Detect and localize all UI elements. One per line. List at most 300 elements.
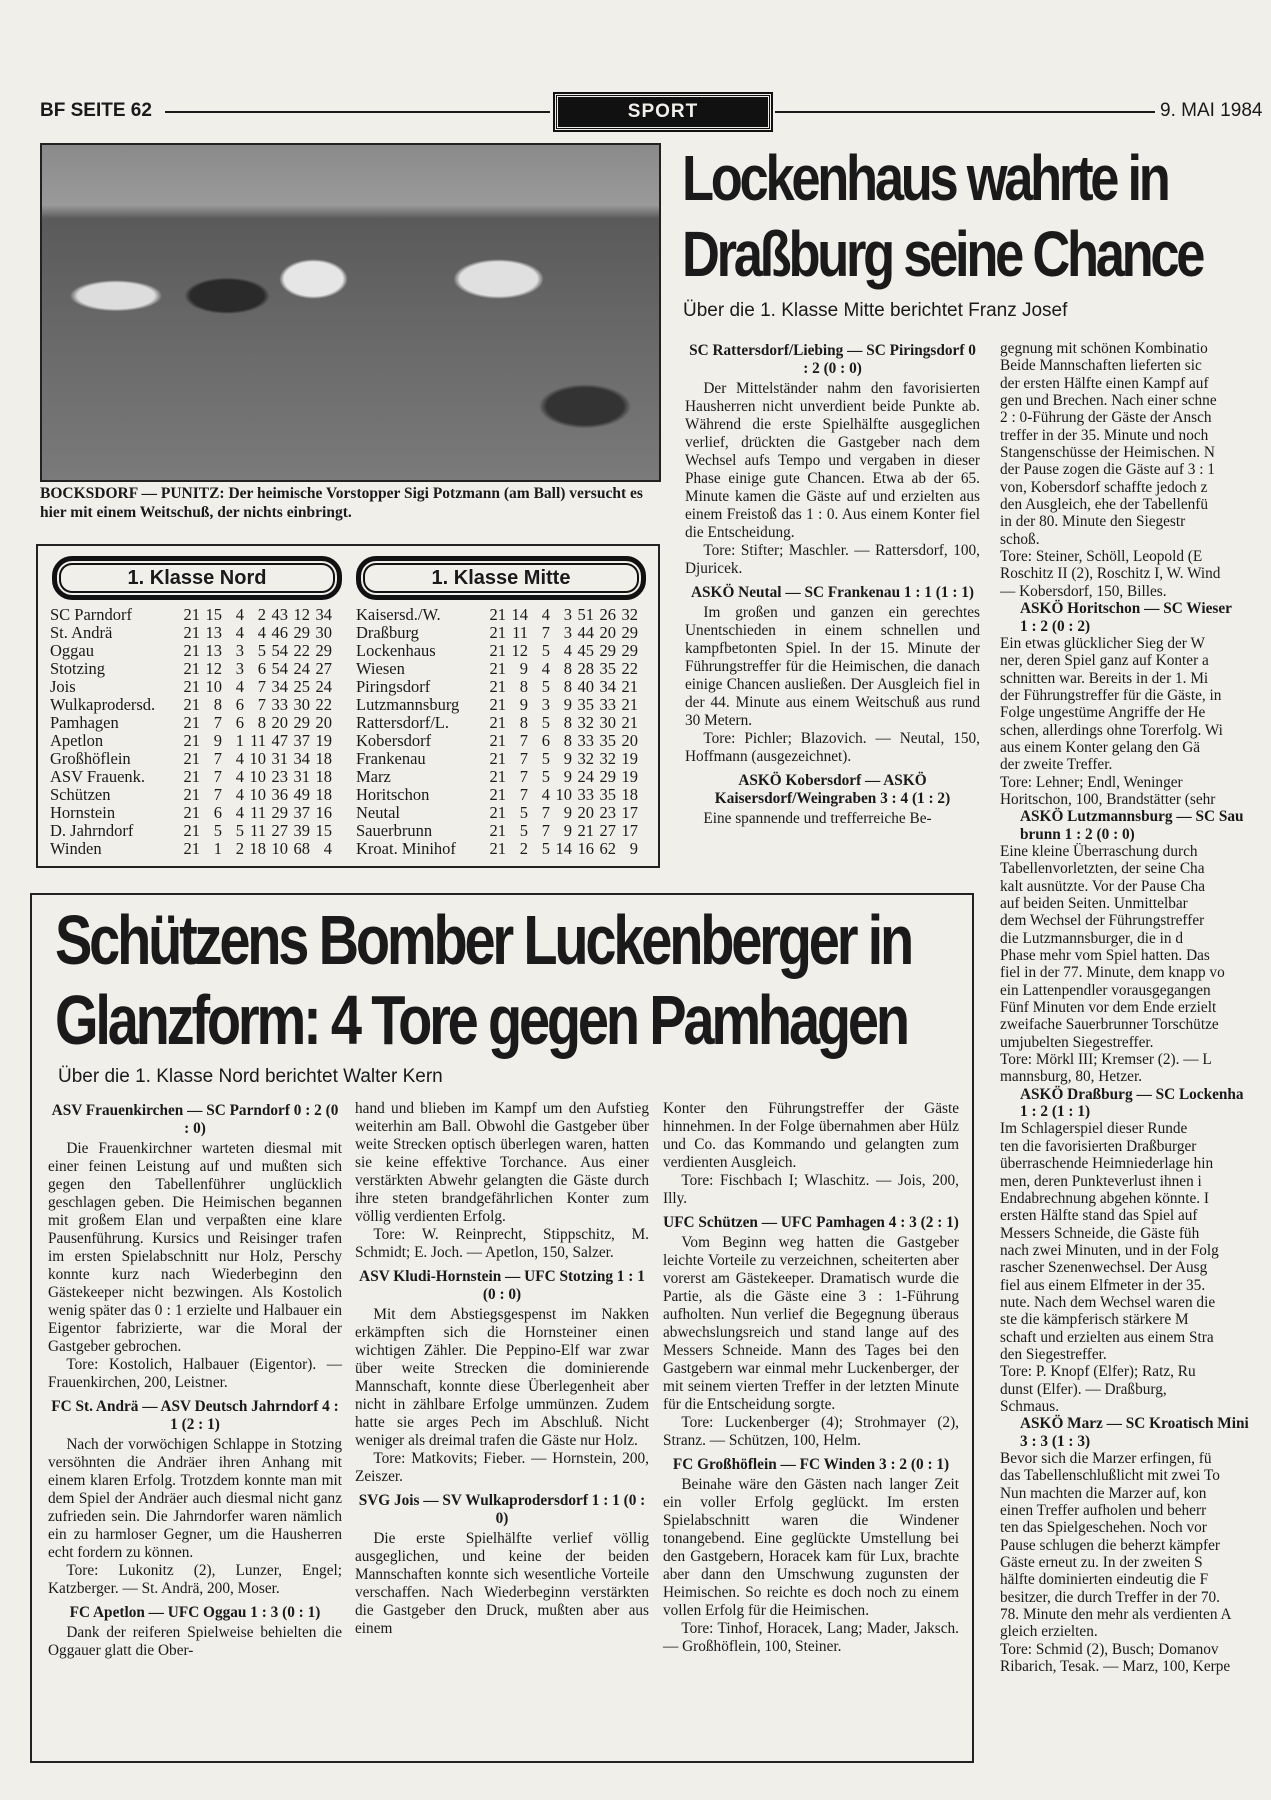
stat-cell: 20 bbox=[599, 623, 616, 642]
stat-cell: 18 bbox=[315, 785, 332, 804]
table-row bbox=[356, 786, 638, 804]
table-row bbox=[356, 714, 638, 732]
header-rule bbox=[165, 111, 550, 113]
stat-cell: 5 bbox=[541, 677, 550, 696]
stat-cell: 21 bbox=[183, 713, 200, 732]
stat-cell: 7 bbox=[257, 677, 266, 696]
article-column-clipped bbox=[1000, 340, 1271, 1675]
table-row bbox=[50, 660, 332, 678]
table-row bbox=[50, 714, 332, 732]
article-column bbox=[355, 1100, 649, 1638]
text-line: Phase mehr vom Spiel hatten. Das bbox=[1000, 947, 1210, 965]
byline-mitte: Über die 1. Klasse Mitte berichtet Franz Josef bbox=[683, 300, 1068, 321]
paragraph: Der Mittelständer nahm den favorisierten Hausherren nicht unverdient beide Punkte ab. Während die erste Spielhälfte ausgeglichen verlief, drückten die Gastgeber nach dem Wechsel aufs Tempo und vergaben in dieser Phase einige gute Chancen. Etwa ab der 65. Minute kamen die Gäste auf und erzielten aus einem Freistoß das 1 : 0. Aus einem Konter fiel die Entscheidung. bbox=[685, 380, 980, 541]
text-line: schen, allerdings ohne Torerfolg. Wi bbox=[1000, 721, 1223, 739]
stat-cell: 47 bbox=[271, 731, 288, 750]
match-heading: ASKÖ Kobersdorf — ASKÖ Kaisersdorf/Weingraben 3 : 4 (1 : 2) bbox=[714, 772, 951, 807]
stat-cell: 24 bbox=[577, 767, 594, 786]
stat-cell: 32 bbox=[599, 749, 616, 768]
text-line: der Führungstreffer für die Gäste, in bbox=[1000, 686, 1222, 704]
team-name: ASV Frauenk. bbox=[50, 767, 146, 786]
text-line: ner, deren Spiel ganz auf Konter a bbox=[1000, 652, 1209, 670]
stat-cell: 3 bbox=[235, 659, 244, 678]
stat-cell: 21 bbox=[621, 695, 638, 714]
stat-cell: 15 bbox=[205, 605, 222, 624]
stat-cell: 62 bbox=[599, 839, 616, 858]
table-row bbox=[356, 840, 638, 858]
stat-cell: 21 bbox=[489, 749, 506, 768]
stat-cell: 11 bbox=[250, 821, 266, 840]
stat-cell: 18 bbox=[249, 839, 266, 858]
stat-cell: 21 bbox=[489, 731, 506, 750]
stat-cell: 33 bbox=[599, 695, 616, 714]
text-line: die Lutzmannsburger, die in d bbox=[1000, 929, 1184, 947]
match-heading: ASKÖ Horitschon — SC Wieser bbox=[1020, 600, 1232, 618]
stat-cell: 21 bbox=[183, 695, 200, 714]
team-name: Wulkaprodersd. bbox=[50, 695, 156, 714]
team-name: Oggau bbox=[50, 641, 94, 660]
article-column bbox=[663, 1100, 959, 1656]
page-number: BF SEITE 62 bbox=[40, 100, 152, 121]
stat-cell: 5 bbox=[541, 749, 550, 768]
text-line: Tore: Lehner; Endl, Weninger bbox=[1000, 773, 1183, 791]
text-line: Eine kleine Überraschung durch bbox=[1000, 842, 1198, 860]
stat-cell: 9 bbox=[563, 821, 572, 840]
team-name: Hornstein bbox=[50, 803, 116, 822]
stat-cell: 4 bbox=[563, 641, 572, 660]
article-column bbox=[685, 336, 980, 828]
table-row bbox=[356, 822, 638, 840]
stat-cell: 21 bbox=[489, 839, 506, 858]
team-name: Marz bbox=[356, 767, 391, 786]
text-line: aus einem Konter gelang den Gä bbox=[1000, 738, 1201, 756]
stat-cell: 3 bbox=[235, 641, 244, 660]
stat-cell: 4 bbox=[235, 767, 244, 786]
paragraph: Dank der reiferen Spielweise behielten die Oggauer glatt die Ober- bbox=[48, 1624, 342, 1659]
stat-cell: 11 bbox=[512, 623, 528, 642]
headline-mitte bbox=[682, 140, 1203, 292]
text-line: Beide Mannschaften lieferten sic bbox=[1000, 357, 1202, 375]
stat-cell: 4 bbox=[235, 749, 244, 768]
paragraph: Nach der vorwöchigen Schlappe in Stotzing versöhnten die Andräer ihren Anhang mit einem klaren Erfolg. Trotzdem konnte man mit dem Spiel der Andräer auch diesmal nicht ganz zufrieden sein. Die Jahrndorfer waren nämlich ein zu harmloser Gegner, um die Hausherren echt fordern zu können. bbox=[48, 1436, 342, 1561]
stat-cell: 5 bbox=[213, 821, 222, 840]
stat-cell: 21 bbox=[183, 641, 200, 660]
stat-cell: 19 bbox=[621, 767, 638, 786]
photo-caption: BOCKSDORF — PUNITZ: Der heimische Vorstopper Sigi Potzmann (am Ball) versucht es hier mit einem Weitschuß, der nichts einbringt. bbox=[40, 485, 643, 521]
stat-cell: 5 bbox=[541, 839, 550, 858]
stat-cell: 4 bbox=[235, 677, 244, 696]
table-row bbox=[356, 732, 638, 750]
text-line: ten die favorisierten Draßburger bbox=[1000, 1137, 1197, 1155]
stat-cell: 23 bbox=[271, 767, 288, 786]
stat-cell: 7 bbox=[213, 785, 222, 804]
stat-cell: 16 bbox=[577, 839, 594, 858]
stat-cell: 18 bbox=[315, 749, 332, 768]
stat-cell: 21 bbox=[183, 731, 200, 750]
stat-cell: 32 bbox=[577, 713, 594, 732]
paragraph: Mit dem Abstiegsgespenst im Nakken erkämpften sich die Hornsteiner einen wichtigen Zähler. Die Peppino-Elf war zwar über weite Strecken die dominierende Mannschaft, konnte diese Überlegenheit aber nicht in zählbare Erfolge ummünzen. Zudem hatte sie arges Pech im Abschluß. Nicht weniger als dreimal trafen die Gäste nur Holz. bbox=[355, 1306, 649, 1449]
stat-cell: 17 bbox=[621, 803, 638, 822]
text-line: schoß. bbox=[1000, 530, 1040, 548]
text-line: mannsburg, 80, Hetzer. bbox=[1000, 1068, 1143, 1086]
stat-cell: 21 bbox=[621, 713, 638, 732]
stat-cell: 8 bbox=[257, 713, 266, 732]
table-row bbox=[50, 750, 332, 768]
text-line: Endabrechnung abgehen könnte. I bbox=[1000, 1189, 1209, 1207]
stat-cell: 6 bbox=[257, 659, 266, 678]
stat-cell: 19 bbox=[621, 749, 638, 768]
text-line: fiel aus einem Elfmeter in der 35. bbox=[1000, 1276, 1206, 1294]
stat-cell: 20 bbox=[577, 803, 594, 822]
text-line: Fünf Minuten vor dem Ende erzielt bbox=[1000, 999, 1217, 1017]
stat-cell: 21 bbox=[489, 605, 506, 624]
stat-cell: 1 bbox=[213, 839, 222, 858]
text-line: einen Treffer aufholen und beherr bbox=[1000, 1502, 1207, 1520]
stat-cell: 29 bbox=[621, 623, 638, 642]
table-row bbox=[50, 606, 332, 624]
match-heading: 1 : 2 (1 : 1) bbox=[1020, 1103, 1091, 1121]
stat-cell: 68 bbox=[293, 839, 310, 858]
team-name: Rattersdorf/L. bbox=[356, 713, 450, 732]
stat-cell: 4 bbox=[541, 785, 550, 804]
table-row bbox=[356, 768, 638, 786]
stat-cell: 4 bbox=[235, 605, 244, 624]
stat-cell: 21 bbox=[183, 803, 200, 822]
stat-cell: 19 bbox=[315, 731, 332, 750]
table-title-mitte: 1. Klasse Mitte bbox=[356, 556, 646, 600]
table-row bbox=[50, 786, 332, 804]
table-row bbox=[50, 624, 332, 642]
stat-cell: 20 bbox=[315, 713, 332, 732]
match-heading: ASV Kludi-Hornstein — UFC Stotzing 1 : 1 (0 : 0) bbox=[359, 1268, 645, 1303]
stat-cell: 21 bbox=[577, 821, 594, 840]
text-line: gleich erzielten. bbox=[1000, 1623, 1098, 1641]
text-line: Ribarich, Tesak. — Marz, 100, Kerpe bbox=[1000, 1658, 1231, 1676]
stat-cell: 5 bbox=[541, 767, 550, 786]
headline-nord bbox=[55, 900, 912, 1060]
stat-cell: 43 bbox=[271, 605, 288, 624]
stat-cell: 9 bbox=[213, 731, 222, 750]
stat-cell: 10 bbox=[205, 677, 222, 696]
text-line: 2 : 0-Führung der Gäste der Ansch bbox=[1000, 409, 1212, 427]
table-row bbox=[50, 642, 332, 660]
stat-cell: 21 bbox=[489, 713, 506, 732]
stat-cell: 7 bbox=[519, 749, 528, 768]
table-row bbox=[356, 660, 638, 678]
stat-cell: 21 bbox=[489, 785, 506, 804]
text-line: Horitschon, 100, Brandstätter (sehr bbox=[1000, 790, 1216, 808]
stat-cell: 10 bbox=[555, 785, 572, 804]
team-name: Sauerbrunn bbox=[356, 821, 433, 840]
match-heading: FC Apetlon — UFC Oggau 1 : 3 (0 : 1) bbox=[69, 1604, 321, 1621]
stat-cell: 35 bbox=[599, 785, 616, 804]
match-heading: UFC Schützen — UFC Pamhagen 4 : 3 (2 : 1) bbox=[663, 1214, 959, 1231]
stat-cell: 4 bbox=[235, 803, 244, 822]
match-heading: ASKÖ Lutzmannsburg — SC Sau bbox=[1020, 808, 1244, 826]
stat-cell: 22 bbox=[315, 695, 332, 714]
stat-cell: 11 bbox=[250, 731, 266, 750]
text-line: schnitten war. Bereits in der 1. Mi bbox=[1000, 669, 1209, 687]
text-line: in der 80. Minute den Siegestr bbox=[1000, 513, 1186, 531]
stat-cell: 28 bbox=[577, 659, 594, 678]
headline-line: Glanzform: 4 Tore gegen Pamhagen bbox=[55, 981, 907, 1059]
team-name: St. Andrä bbox=[50, 623, 113, 642]
text-line: Pause schlugen die beherzt kämpfer bbox=[1000, 1536, 1221, 1554]
stat-cell: 21 bbox=[489, 641, 506, 660]
text-line: 78. Minute den mehr als verdienten A bbox=[1000, 1606, 1232, 1624]
stat-cell: 21 bbox=[183, 767, 200, 786]
text-line: Tore: Steiner, Schöll, Leopold (E bbox=[1000, 548, 1203, 566]
stat-cell: 7 bbox=[213, 767, 222, 786]
paragraph: Im großen und ganzen ein gerechtes Unentschieden in einem schnellen und kampfbetonten Spiel. In der 15. Minute der Führungstreffer für die Heimischen, die danach einige Chancen ausließen. Der Ausgleich fiel in der 44. Minute aus einem Weitschuß aus rund 30 Metern. bbox=[685, 604, 980, 729]
stat-cell: 36 bbox=[271, 785, 288, 804]
team-name: Piringsdorf bbox=[356, 677, 431, 696]
text-line: von, Kobersdorf schaffte jedoch z bbox=[1000, 478, 1208, 496]
stat-cell: 6 bbox=[541, 731, 550, 750]
text-line: Schmaus. bbox=[1000, 1397, 1060, 1415]
stat-cell: 8 bbox=[563, 713, 572, 732]
stat-cell: 4 bbox=[235, 785, 244, 804]
stat-cell: 27 bbox=[599, 821, 616, 840]
stat-cell: 11 bbox=[250, 803, 266, 822]
text-line: Im Schlagerspiel dieser Runde bbox=[1000, 1120, 1188, 1138]
stat-cell: 22 bbox=[293, 641, 310, 660]
text-line: Folge ungestüme Angriffe der He bbox=[1000, 704, 1206, 722]
text-line: ten das Spielgeschehen. Noch vor bbox=[1000, 1519, 1207, 1537]
stat-cell: 8 bbox=[213, 695, 222, 714]
stat-cell: 31 bbox=[293, 767, 310, 786]
team-name: Kroat. Minihof bbox=[356, 839, 456, 858]
stat-cell: 25 bbox=[293, 677, 310, 696]
stat-cell: 35 bbox=[599, 659, 616, 678]
text-line: rascher Szenenwechsel. Der Ausg bbox=[1000, 1259, 1208, 1277]
stat-cell: 3 bbox=[563, 623, 572, 642]
stat-cell: 7 bbox=[541, 623, 550, 642]
stat-cell: 12 bbox=[293, 605, 310, 624]
paragraph: Die Frauenkirchner warteten diesmal mit einer feinen Leistung auf und mußten sich gegen den Tabellenführer unglücklich geschlagen geben. Die Heimischen begannen mit großem Elan und verpaßten eine klare Pausenführung. Kursics und Reisinger trafen im ersten Spielabschnitt nur Holz, Perschy konnte kurz nach Wiederbeginn den Gästekeeper nicht bezwingen. Als Kostolich wenig später das 0 : 1 erzielte und Halbauer ein Eigentor fabrizierte, war die Moral der Gastgeber gebrochen. bbox=[48, 1140, 342, 1355]
match-photo bbox=[40, 143, 661, 482]
stat-cell: 23 bbox=[599, 803, 616, 822]
stat-cell: 10 bbox=[249, 785, 266, 804]
stat-cell: 29 bbox=[621, 641, 638, 660]
paragraph: Vom Beginn weg hatten die Gastgeber leichte Vorteile zu verzeichnen, scheiterten aber vorerst am Gästekeeper. Dramatisch wurde die Partie, als die Gäste eine 3 : 1-Führung aufholten. Nun verlief die Begegnung überaus abwechslungsreich und stand lange auf des Messers Schneide. Mann des Tages bei den Gastgebern war einmal mehr Luckenberger, der mit seinem vierten Treffer in der letzten Minute für die Entscheidung sorgte. bbox=[663, 1234, 959, 1413]
stat-cell: 27 bbox=[271, 821, 288, 840]
stat-cell: 45 bbox=[577, 641, 594, 660]
paragraph: Konter den Führungstreffer der Gäste hinnehmen. In der Folge übernahmen aber Hülz und Co. das Kommando und gelangten zum verdienten Ausgleich. bbox=[663, 1100, 959, 1171]
text-line: hälfte dominierten eindeutig die F bbox=[1000, 1571, 1209, 1589]
stat-cell: 21 bbox=[183, 659, 200, 678]
text-line: ein Lattenpendler vorausgegangen bbox=[1000, 981, 1211, 999]
stat-cell: 9 bbox=[519, 659, 528, 678]
stat-cell: 4 bbox=[323, 839, 332, 858]
text-line: Gäste erneut zu. In der zweiten S bbox=[1000, 1554, 1203, 1572]
stat-cell: 29 bbox=[599, 767, 616, 786]
byline-nord: Über die 1. Klasse Nord berichtet Walter Kern bbox=[58, 1066, 443, 1087]
text-line: schaft und erzielten aus einem Stra bbox=[1000, 1328, 1214, 1346]
match-heading: 3 : 3 (1 : 3) bbox=[1020, 1432, 1091, 1450]
stat-cell: 21 bbox=[183, 749, 200, 768]
stat-cell: 44 bbox=[577, 623, 594, 642]
stat-cell: 29 bbox=[315, 641, 332, 660]
stat-cell: 7 bbox=[257, 695, 266, 714]
stat-cell: 8 bbox=[563, 677, 572, 696]
table-row bbox=[356, 750, 638, 768]
header-rule bbox=[775, 111, 1155, 113]
table-row bbox=[50, 696, 332, 714]
stat-cell: 21 bbox=[183, 605, 200, 624]
stat-cell: 5 bbox=[519, 821, 528, 840]
stat-cell: 37 bbox=[293, 731, 310, 750]
text-line: Stangenschüsse der Heimischen. N bbox=[1000, 444, 1215, 462]
stat-cell: 29 bbox=[271, 803, 288, 822]
headline-line: Schützens Bomber Luckenberger in bbox=[55, 901, 912, 979]
paragraph: Beinahe wäre den Gästen nach langer Zeit ein voller Erfolg geglückt. Im ersten Spielabschnitt waren die Windener tonangebend. Eine geglückte Umstellung bei den Gastgebern, Horacek kam für Lux, brachte aber dann den Umschwung zugunsten der Heimischen. So reichte es doch noch zu einem vollen Erfolg für die Heimischen. bbox=[663, 1476, 959, 1619]
paragraph: Die erste Spielhälfte verlief völlig ausgeglichen, und keine der beiden Mannschaften konnte sich wesentliche Vorteile verschaffen. Nach Wiederbeginn verstärkten die Gastgeber den Druck, mußten aber aus einem bbox=[355, 1530, 649, 1637]
text-line: ersten Hälfte stand das Spiel auf bbox=[1000, 1207, 1198, 1225]
stat-cell: 4 bbox=[541, 659, 550, 678]
scorers-line: Tore: Pichler; Blazovich. — Neutal, 150, Hoffmann (ausgezeichnet). bbox=[685, 730, 980, 765]
section-label: SPORT bbox=[555, 94, 771, 130]
table-title-nord: 1. Klasse Nord bbox=[52, 556, 342, 600]
text-line: Nun machten die Marzer auf, kon bbox=[1000, 1484, 1207, 1502]
text-line: umjubelten Siegestreffer. bbox=[1000, 1033, 1154, 1051]
team-name: Schützen bbox=[50, 785, 111, 804]
standings-box bbox=[36, 544, 660, 868]
table-row bbox=[356, 642, 638, 660]
stat-cell: 9 bbox=[563, 695, 572, 714]
stat-cell: 7 bbox=[519, 731, 528, 750]
stat-cell: 21 bbox=[183, 821, 200, 840]
stat-cell: 12 bbox=[205, 659, 222, 678]
team-name: Lutzmannsburg bbox=[356, 695, 460, 714]
stat-cell: 14 bbox=[555, 839, 572, 858]
table-row bbox=[356, 804, 638, 822]
stat-cell: 9 bbox=[563, 749, 572, 768]
stat-cell: 29 bbox=[293, 713, 310, 732]
table-row bbox=[50, 678, 332, 696]
stat-cell: 21 bbox=[489, 803, 506, 822]
text-line: men, deren Punkteverlust ihnen i bbox=[1000, 1172, 1202, 1190]
stat-cell: 29 bbox=[599, 641, 616, 660]
standings-table-mitte bbox=[356, 606, 638, 858]
headline-line: Lockenhaus wahrte in bbox=[682, 142, 1168, 214]
team-name: Frankenau bbox=[356, 749, 426, 768]
stat-cell: 30 bbox=[315, 623, 332, 642]
text-line: dem Wechsel der Führungstreffer bbox=[1000, 912, 1205, 930]
stat-cell: 21 bbox=[489, 767, 506, 786]
stat-cell: 46 bbox=[271, 623, 288, 642]
text-line: kalt ausnützte. Vor der Pause Cha bbox=[1000, 877, 1206, 895]
text-line: Messers Schneide, die Gäste füh bbox=[1000, 1224, 1200, 1242]
stat-cell: 14 bbox=[511, 605, 528, 624]
stat-cell: 40 bbox=[577, 677, 594, 696]
match-heading: FC St. Andrä — ASV Deutsch Jahrndorf 4 : 1 (2 : 1) bbox=[51, 1398, 339, 1433]
stat-cell: 34 bbox=[271, 677, 288, 696]
stat-cell: 21 bbox=[183, 623, 200, 642]
text-line: — Kobersdorf, 150, Billes. bbox=[1000, 582, 1167, 600]
text-line: das Tabellenschlußlicht mit zwei To bbox=[1000, 1467, 1220, 1485]
match-heading: ASKÖ Neutal — SC Frankenau 1 : 1 (1 : 1) bbox=[691, 584, 974, 601]
stat-cell: 20 bbox=[271, 713, 288, 732]
stat-cell: 7 bbox=[541, 803, 550, 822]
issue-date: 9. MAI 1984 bbox=[1160, 100, 1263, 121]
stat-cell: 32 bbox=[577, 749, 594, 768]
stat-cell: 4 bbox=[257, 623, 266, 642]
table-row bbox=[356, 606, 638, 624]
team-name: Pamhagen bbox=[50, 713, 119, 732]
scorers-line: Tore: Kostolich, Halbauer (Eigentor). — Frauenkirchen, 200, Leistner. bbox=[48, 1356, 342, 1391]
text-line: nute. Nach dem Wechsel waren die bbox=[1000, 1293, 1216, 1311]
text-line: Tore: Schmid (2), Busch; Domanov bbox=[1000, 1640, 1219, 1658]
stat-cell: 27 bbox=[315, 659, 332, 678]
match-heading: brunn 1 : 2 (0 : 0) bbox=[1020, 825, 1135, 843]
text-line: treffer in der 35. Minute und noch bbox=[1000, 426, 1209, 444]
text-line: nach zwei Minuten, und in der Folg bbox=[1000, 1241, 1219, 1259]
scorers-line: Tore: Lukonitz (2), Lunzer, Engel; Katzberger. — St. Andrä, 200, Moser. bbox=[48, 1562, 342, 1597]
scorers-line: Tore: Luckenberger (4); Strohmayer (2), Stranz. — Schützen, 100, Helm. bbox=[663, 1414, 959, 1449]
text-line: der Pause zogen die Gäste auf 3 : 1 bbox=[1000, 461, 1215, 479]
text-line: Tore: P. Knopf (Elfer); Ratz, Ru bbox=[1000, 1363, 1196, 1381]
stat-cell: 6 bbox=[213, 803, 222, 822]
text-line: der zweite Treffer. bbox=[1000, 756, 1113, 774]
stat-cell: 21 bbox=[489, 695, 506, 714]
match-heading: 1 : 2 (0 : 2) bbox=[1020, 617, 1091, 635]
team-name: Lockenhaus bbox=[356, 641, 436, 660]
stat-cell: 4 bbox=[235, 623, 244, 642]
stat-cell: 20 bbox=[621, 731, 638, 750]
team-name: D. Jahrndorf bbox=[50, 821, 134, 840]
text-line: zweifache Sauerbrunner Torschütze bbox=[1000, 1016, 1219, 1034]
stat-cell: 34 bbox=[315, 605, 332, 624]
stat-cell: 16 bbox=[315, 803, 332, 822]
stat-cell: 17 bbox=[621, 821, 638, 840]
stat-cell: 35 bbox=[577, 695, 594, 714]
team-name: SC Parndorf bbox=[50, 605, 133, 624]
text-line: Roschitz II (2), Roschitz I, W. Wind bbox=[1000, 565, 1221, 583]
stat-cell: 34 bbox=[599, 677, 616, 696]
stat-cell: 9 bbox=[519, 695, 528, 714]
article-column bbox=[48, 1096, 342, 1660]
table-row bbox=[50, 804, 332, 822]
stat-cell: 3 bbox=[563, 605, 572, 624]
table-row bbox=[50, 822, 332, 840]
stat-cell: 33 bbox=[577, 731, 594, 750]
text-line: Ein etwas glücklicher Sieg der W bbox=[1000, 634, 1205, 652]
stat-cell: 37 bbox=[293, 803, 310, 822]
stat-cell: 51 bbox=[577, 605, 594, 624]
team-name: Stotzing bbox=[50, 659, 106, 678]
paragraph: Eine spannende und trefferreiche Be- bbox=[703, 810, 932, 827]
scorers-line: Tore: Matkovits; Fieber. — Hornstein, 200, Zeiszer. bbox=[355, 1450, 649, 1485]
stat-cell: 24 bbox=[293, 659, 310, 678]
team-name: Neutal bbox=[356, 803, 400, 822]
stat-cell: 7 bbox=[213, 749, 222, 768]
stat-cell: 49 bbox=[293, 785, 310, 804]
stat-cell: 4 bbox=[541, 605, 550, 624]
text-line: den Siegestreffer. bbox=[1000, 1345, 1107, 1363]
stat-cell: 33 bbox=[577, 785, 594, 804]
team-name: Horitschon bbox=[356, 785, 430, 804]
stat-cell: 13 bbox=[205, 623, 222, 642]
text-line: besitzer, die durch Treffer in der 70. bbox=[1000, 1588, 1220, 1606]
stat-cell: 13 bbox=[205, 641, 222, 660]
stat-cell: 21 bbox=[489, 623, 506, 642]
stat-cell: 5 bbox=[541, 713, 550, 732]
match-heading: ASV Frauenkirchen — SC Parndorf 0 : 2 (0 : 0) bbox=[51, 1102, 339, 1137]
stat-cell: 5 bbox=[235, 821, 244, 840]
match-heading: ASKÖ Marz — SC Kroatisch Mini bbox=[1020, 1415, 1249, 1433]
text-line: Tore: Mörkl III; Kremser (2). — L bbox=[1000, 1051, 1212, 1069]
